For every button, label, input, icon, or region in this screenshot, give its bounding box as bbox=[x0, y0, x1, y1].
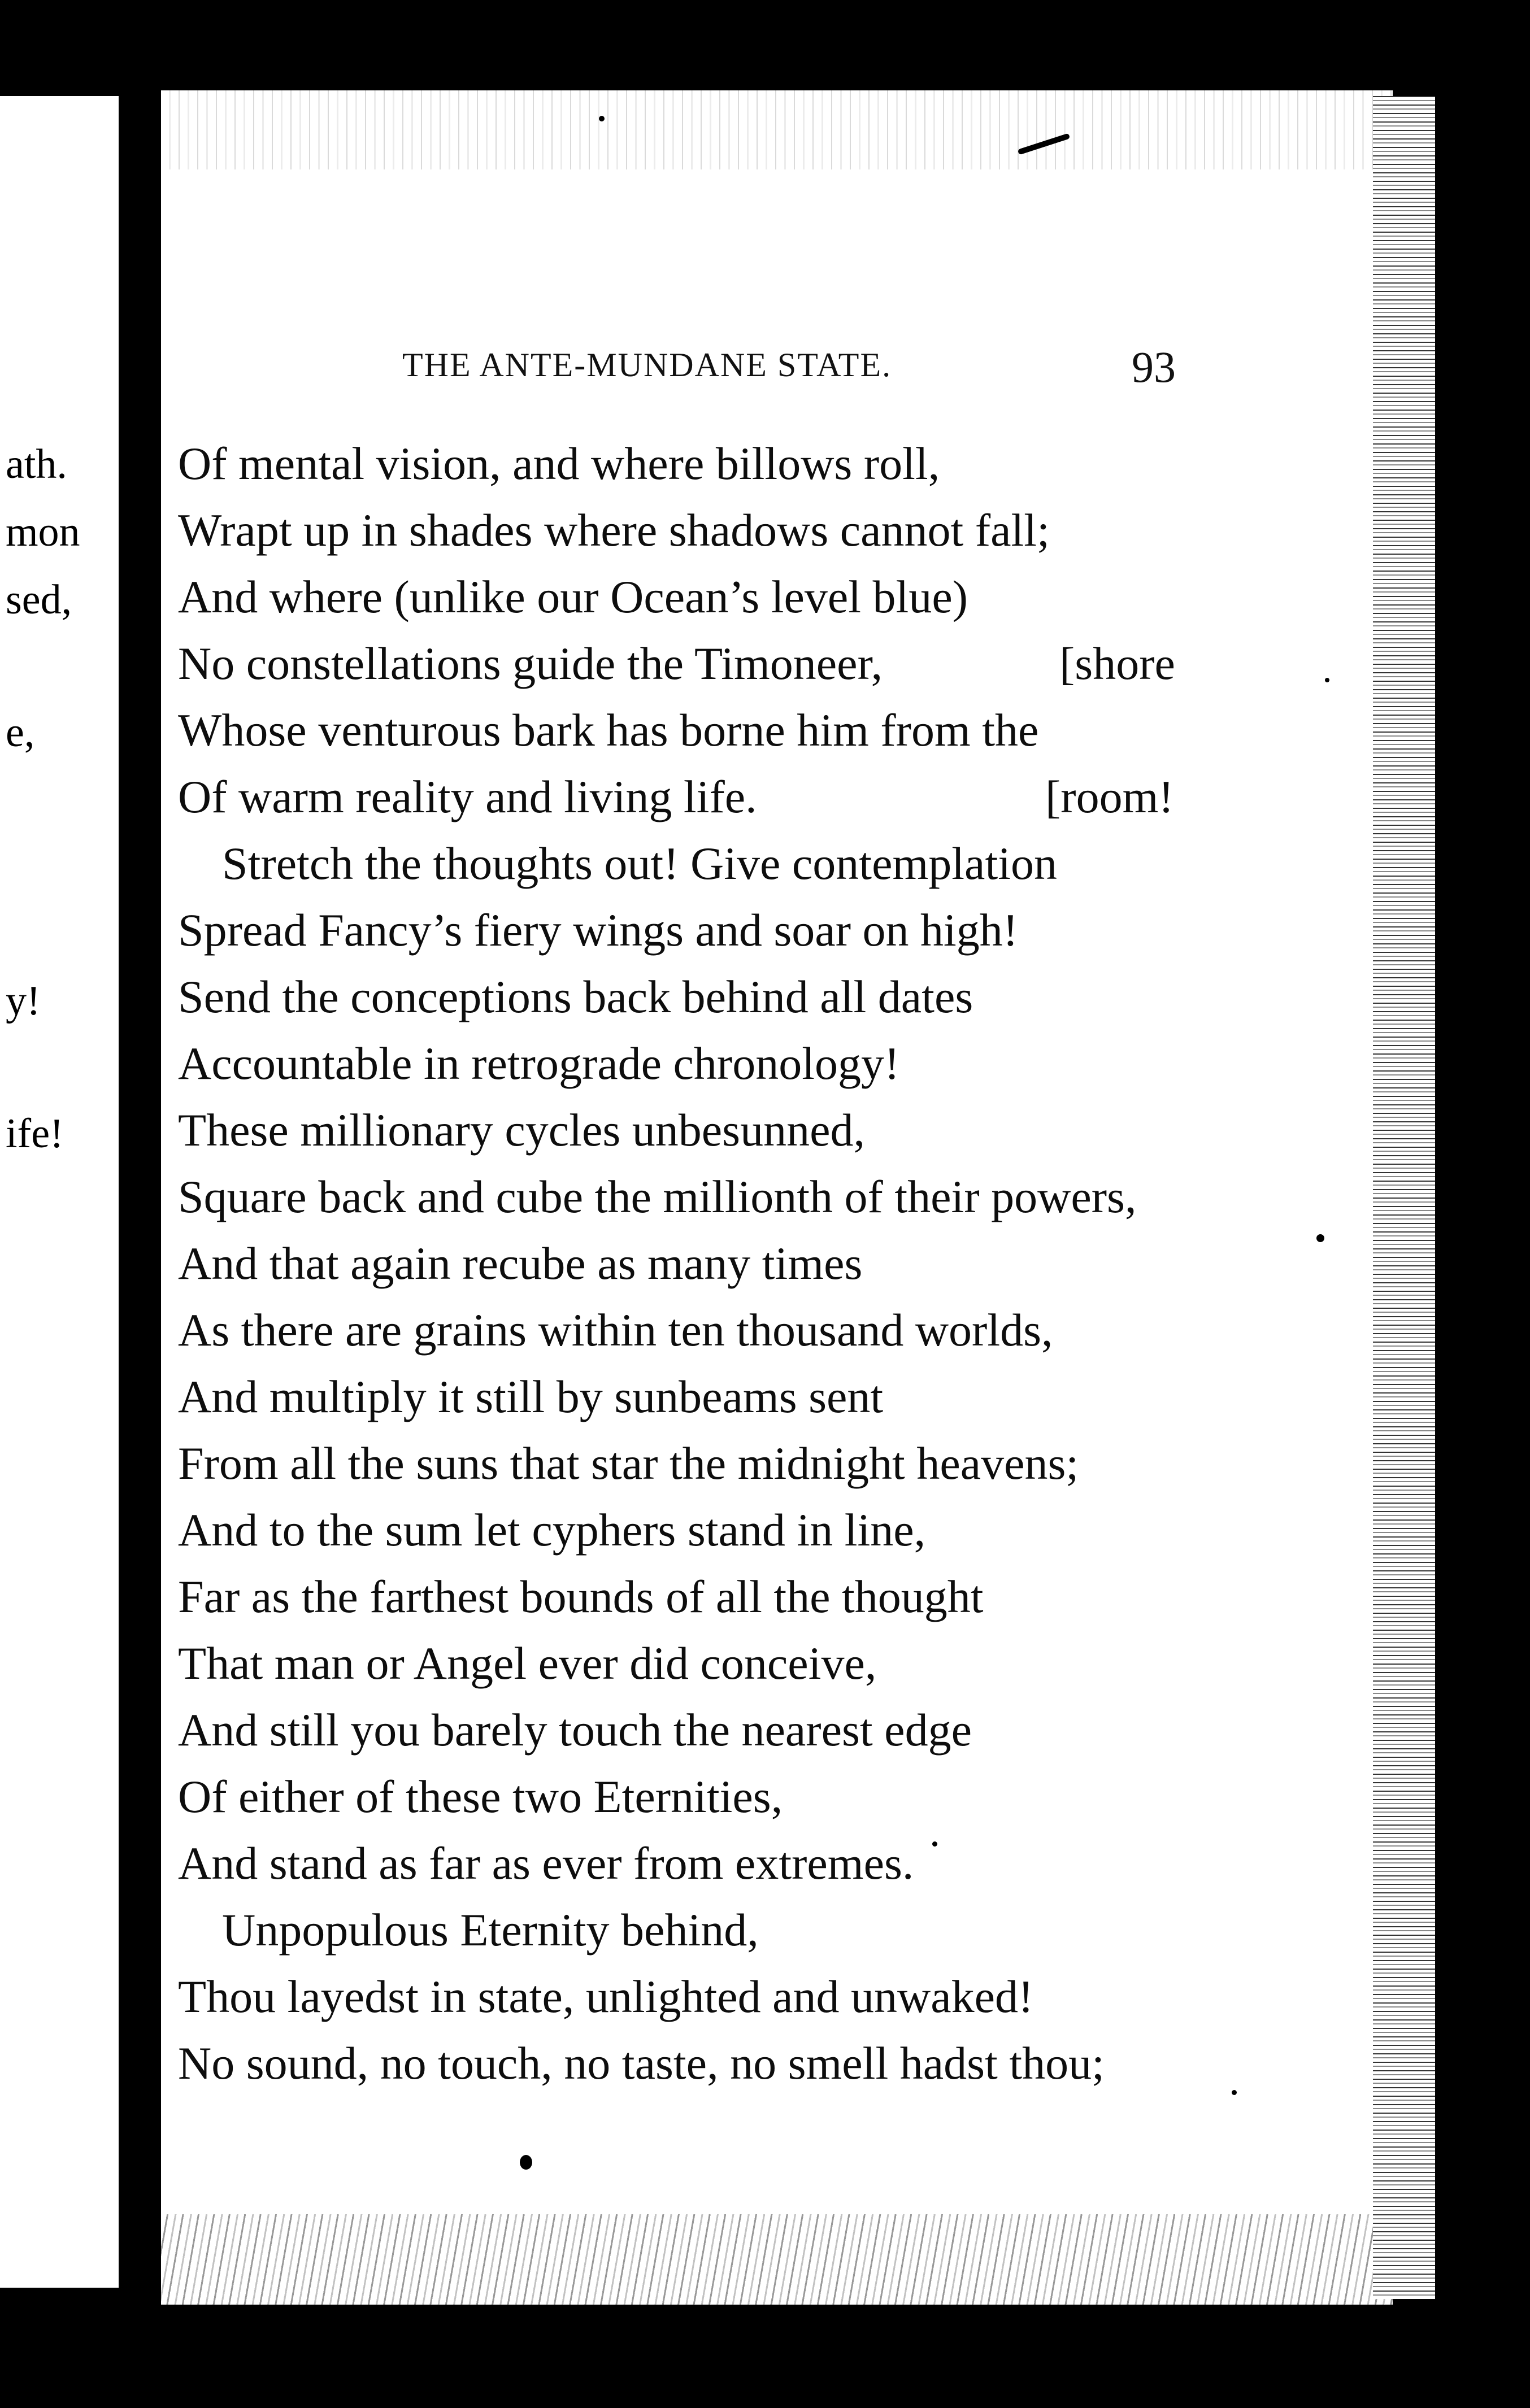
verse-line: And still you barely touch the nearest edge bbox=[178, 1704, 972, 1756]
verse-line: Send the conceptions back behind all dates bbox=[178, 971, 973, 1022]
verse-line: As there are grains within ten thousand worlds, bbox=[178, 1304, 1053, 1356]
scan-border-right bbox=[1435, 0, 1530, 2408]
verse-line: From all the suns that star the midnight heavens; bbox=[178, 1438, 1079, 1489]
facing-page-fragment: ath. bbox=[6, 441, 67, 487]
verse-line: No sound, no touch, no taste, no smell hadst thou; bbox=[178, 2037, 1105, 2089]
verse-line: Spread Fancy’s fiery wings and soar on high! bbox=[178, 904, 1019, 956]
verse-line: Far as the farthest bounds of all the thought bbox=[178, 1571, 984, 1622]
verse-line: Thou layedst in state, unlighted and unwaked! bbox=[178, 1971, 1034, 2022]
verse-line: Of mental vision, and where billows roll, bbox=[178, 438, 940, 489]
facing-page-fragment: e, bbox=[6, 709, 35, 756]
verse-line: No constellations guide the Timoneer, bbox=[178, 638, 883, 689]
facing-page-fragment: ife! bbox=[6, 1111, 64, 1157]
scan-noise-bottom bbox=[161, 2214, 1393, 2305]
facing-page-fragment: mon bbox=[6, 509, 80, 555]
page-number: 93 bbox=[1132, 342, 1176, 391]
verse-line: Square back and cube the millionth of their powers, bbox=[178, 1171, 1137, 1222]
verse-line: Whose venturous bark has borne him from the bbox=[178, 704, 1039, 756]
facing-page-fragment: y! bbox=[6, 978, 41, 1024]
facing-page-fragment: sed, bbox=[6, 577, 72, 623]
turnover-word: [shore bbox=[1059, 638, 1175, 689]
turnover-word: [room! bbox=[1045, 771, 1174, 822]
running-title: THE ANTE-MUNDANE STATE. bbox=[402, 346, 892, 384]
verse-line: And multiply it still by sunbeams sent bbox=[178, 1371, 884, 1422]
verse-line: That man or Angel ever did conceive, bbox=[178, 1638, 877, 1689]
verse-line: And to the sum let cyphers stand in line, bbox=[178, 1504, 926, 1556]
book-gutter bbox=[119, 85, 167, 2316]
verse-line: Wrapt up in shades where shadows cannot fall; bbox=[178, 504, 1050, 556]
scan-noise-top bbox=[161, 90, 1393, 169]
verse-line: Of either of these two Eternities, bbox=[178, 1771, 783, 1822]
verse-line: And that again recube as many times bbox=[178, 1238, 863, 1289]
verse-line: Accountable in retrograde chronology! bbox=[178, 1038, 900, 1089]
verse-line: Unpopulous Eternity behind, bbox=[222, 1904, 759, 1956]
verse-line: These millionary cycles unbesunned, bbox=[178, 1104, 865, 1156]
verse-line: Of warm reality and living life. bbox=[178, 771, 757, 822]
page-edge-texture bbox=[1373, 96, 1435, 2299]
facing-page-edge bbox=[0, 96, 119, 2288]
verse-line: And where (unlike our Ocean’s level blue) bbox=[178, 571, 968, 622]
verse-line: And stand as far as ever from extremes. bbox=[178, 1837, 914, 1889]
verse-line: Stretch the thoughts out! Give contemplation bbox=[222, 838, 1058, 889]
